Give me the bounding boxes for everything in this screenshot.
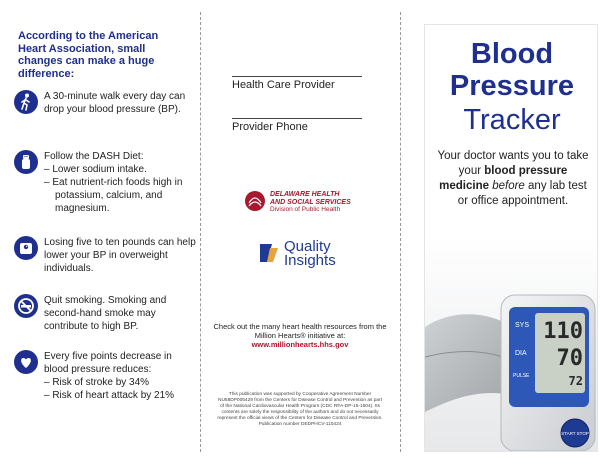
fold-line-right xyxy=(400,12,401,452)
title-line-3: Tracker xyxy=(463,104,561,136)
dhss-line-1: DELAWARE HEALTH xyxy=(270,191,340,198)
dhss-line-3: Division of Public Health xyxy=(270,206,341,213)
qi-line-1: Quality xyxy=(284,238,331,255)
quality-insights-mark-icon xyxy=(258,240,280,266)
no-smoking-icon xyxy=(14,294,38,318)
salt-shaker-icon xyxy=(14,150,38,174)
provider-line xyxy=(232,76,362,77)
pulse-value: 72 xyxy=(568,374,583,388)
phone-line xyxy=(232,118,362,119)
tip-walk-text: A 30-minute walk every day can drop your blood pressure (BP). xyxy=(44,91,186,115)
heart-pulse-icon xyxy=(14,350,38,374)
tagline-part-2: any lab test or office appointment. xyxy=(457,180,587,207)
cover-panel xyxy=(424,24,598,452)
tip-bp-drop-sub-1: – Risk of stroke by 34% xyxy=(44,377,150,388)
dhss-line-2: AND SOCIAL SERVICES xyxy=(270,198,351,206)
sys-value: 110 xyxy=(543,319,583,344)
title-line-2: Pressure xyxy=(449,70,575,102)
walking-person-icon xyxy=(14,90,38,114)
tip-dash xyxy=(14,150,198,215)
tagline-before: before xyxy=(492,180,525,192)
tip-bp-drop xyxy=(14,350,198,402)
title-line-1: Blood xyxy=(470,38,554,70)
tip-smoking xyxy=(14,294,198,333)
middle-panel xyxy=(200,0,400,464)
dia-label: DIA xyxy=(515,350,527,357)
sys-label: SYS xyxy=(515,322,530,329)
tip-weight xyxy=(14,236,198,275)
quality-insights-logo xyxy=(258,238,358,270)
tip-bp-drop-sub-2: – Risk of heart attack by 21% xyxy=(44,390,175,401)
tip-weight-text: Losing five to ten pounds can help lower your BP in overweight individuals. xyxy=(44,237,196,274)
provider-label: Health Care Provider xyxy=(232,79,335,91)
bp-monitor-illustration xyxy=(425,237,597,451)
tip-dash-sub-1: – Lower sodium intake. xyxy=(44,164,147,175)
tip-dash-sub-2: – Eat nutrient-rich foods high in potassium, calcium, and magnesium. xyxy=(44,177,183,214)
tagline-emphasis: blood pressure medicine xyxy=(439,165,568,192)
resources-text: Check out the many heart health resources from the Million Hearts® initiative at: xyxy=(213,322,387,340)
tip-smoking-text: Quit smoking. Smoking and second-hand smoke may contribute to high BP. xyxy=(44,295,167,332)
tip-walk xyxy=(14,90,198,116)
resources-blurb xyxy=(210,322,390,349)
tip-dash-text: Follow the DASH Diet: xyxy=(44,151,144,162)
pulse-label: PULSE xyxy=(513,373,530,379)
dia-value: 70 xyxy=(556,346,583,371)
funding-disclaimer: This publication was supported by Cooperative Agreement Number NU58DP005429 from the Centers for Disease Control and Prevention as part of the National Cardiovascular Health Program (CDC RFA-DP-15-1504). Its contents are solely the responsibility of the authors and do not necessarily represent the official views of the Centers for Disease Control and Prevention. Publication number DEDPHCV-110424 xyxy=(217,392,383,427)
scale-icon xyxy=(14,236,38,260)
phone-label: Provider Phone xyxy=(232,121,308,133)
tagline-part-1: Your doctor wants you to take your xyxy=(437,150,589,177)
qi-line-2: Insights xyxy=(284,252,336,269)
dhss-logo xyxy=(244,188,364,218)
tagline xyxy=(433,149,593,209)
start-stop-label: START STOP xyxy=(561,431,589,436)
dhss-emblem-icon xyxy=(244,189,266,213)
resources-url[interactable]: www.millionhearts.hhs.gov xyxy=(251,340,349,349)
tip-bp-drop-text: Every five points decrease in blood pressure reduces: xyxy=(44,351,172,375)
intro-heading: According to the American Heart Association, small changes can make a huge difference: xyxy=(18,30,159,80)
